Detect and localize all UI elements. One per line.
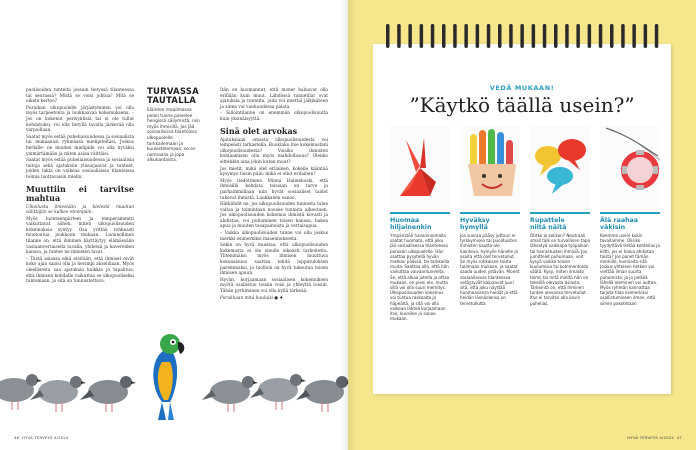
tip-card: [460, 126, 520, 306]
sidebar-title: [147, 88, 203, 106]
spiral-ring: [543, 24, 547, 48]
card-title-line: Huomaa: [390, 217, 420, 224]
sidebar-title-line: TURVASSA: [147, 87, 199, 97]
card-title-line: Älä raahaa: [600, 217, 639, 224]
paragraph: Myös tiedotimme Minna Halmekoski, että ihmisillä kohdata toisiaan on tarve ja parhaimmillaan niin hyvät sosiaaliset taidot tukevat ihmistä. Laukkanen sanoo.: [220, 178, 328, 201]
card-body: Jos suoraa pääsy juttuun ei tyrkkymisen tai puolituisten ihmisten kautta ole luonteva, hymyile hänelle ja osoita että olet tervetullut. Se myös rohkaisee toista tulemaan mukaan, ja saatat saada uuden ystävän. Monet sosiaalisessa tilanteessa vetäytyvät kaipaavat juuri sitä, että joku näyttää huomaavansa heidät ja että heidän läsnäolonsa on tervetullutta.: [460, 233, 520, 306]
spiral-ring: [621, 24, 625, 48]
spiral-ring: [408, 24, 412, 48]
pigeon-icon: [80, 376, 136, 412]
card-body: Ympäristöä havainnoimalla saatat huomata, että joku jää sosiaalisessa tilanteessa porukan ulkopuolelle. Hän saattaa pysytellä hyvän matkan päässä, tai tarkkailla muita. Saattaa olla, että hän vaikuttaa vaivaantuneelta. Se, että alkaa jutella ja ottaa mukaan, on pieni ele, mutta sillä voi olla suuri merkitys. Ulkopuolisuuden kokemus voi tuntua raskaalta ja häpeältä, ja sitä voi olla vaikeaa lähteä korjaamaan itse, kuvailee ja sanoo mukaan.: [390, 233, 450, 322]
paragraph: Ulkoilusta ilmestään ja kielestä muuhun välittäjiin se kulkee eteenpäin.: [26, 204, 134, 216]
spiral-ring: [588, 24, 592, 48]
pigeon-icon: [0, 374, 42, 410]
smiley-hand-image: [460, 126, 520, 208]
left-column-3: [220, 88, 328, 302]
spiral-ring: [509, 24, 513, 48]
card-title-line: hymyllä: [460, 224, 488, 231]
paragraph: Saatat myös estää puheliaisuudessa ja sosiaalista tai mukaanasi ryhmässä mielipiteitäsi. Joskus herkille- ne muiden mielipide voi olla hyväksi ymmärtämään ja miten asiaa väittäisi.: [26, 134, 134, 157]
gutter: [340, 0, 356, 450]
spiral-ring: [610, 24, 614, 48]
closing-line: Porukkaan mitä kuuluisi ● ♦: [220, 295, 284, 301]
spiral-ring: [420, 24, 424, 48]
spiral-ring: [386, 24, 390, 48]
spiral-ring: [565, 24, 569, 48]
spiral-rings: [382, 22, 662, 52]
card-title: [530, 217, 590, 231]
spiral-ring: [632, 24, 636, 48]
spiral-ring: [431, 24, 435, 48]
birds-illustration: [0, 330, 350, 420]
paragraph: Saatat myös estää puheliaisuudessa ja sosiaalisia taitoja sekä ajatuksiin ylisuojaavat ja tunteet, joiden takia on vaikeaa sosiaalisissa tilanteissa toimia luottavaisin mielin.: [26, 158, 134, 180]
spiral-ring: [520, 24, 524, 48]
card-title-line: väkisin: [600, 224, 626, 231]
origami-rabbit-image: [390, 126, 450, 208]
tambourine-icon: [600, 126, 660, 208]
origami-rabbit-icon: [390, 126, 450, 208]
card-title-line: niitä näitä: [530, 224, 567, 231]
kicker: VEDÄ MUKAAN!: [489, 84, 555, 92]
headline: ”Käytkö täällä usein?”: [409, 93, 635, 117]
card-title-line: Hyväksy: [460, 217, 490, 224]
page-number-left: 46 ⁠ HYVÄ TERVEYS 4/2024: [14, 435, 69, 440]
tambourine-image: [600, 126, 660, 208]
pigeon-icon: [250, 374, 306, 410]
paragraph: Myös luonteenpiirteet ja temperamentti vaikuttavat siihen, miten ulkopuolisuuden kokemuksia syntyy. Osa yrittää rohkeasti muotoutua joukkoon mukaan. Luonnollinen tilanne on, että ihminen käyttäytyy elämässään vastaanvertaisella tavalla, yhdessä ja kavereiden kanssa, ja tuntee ne ihmisten tavat.: [26, 216, 134, 256]
paragraph: puolisoiden tunteita jossain tietyssä tilanteessa tai seurassa? Mistä se voisi johtua? Mitä se oikein kertoo?: [26, 88, 134, 105]
ring-group: [386, 24, 658, 48]
spiral-ring: [397, 24, 401, 48]
paragraph: – Vaikka ulkopuolisuuden tunne voi olla joskus merkki esimerkiksi masennuksesta.: [220, 231, 328, 242]
paragraph: Jos mietit, mikä olet erilainen, kokeile kääntää kysymys toisin päin: mikä ei ollut erilainen?: [220, 166, 328, 178]
paragraph: Hyvän, korjaamaan sosiaalisen kokemuksen myötä osallistuu toisiin voisi ja yhteyttä toisiin. Tähän pyrkiminen voi olla kyllä tärkeää.: [220, 277, 328, 294]
spiral-ring: [655, 24, 659, 48]
paragraph: Ajatuksiaan omasta ulkopuolisuudesta voi lempeästi tarkastella. Ruokinko itse kokemustani ulkopuolisuudesta? Voisiko ihmisten kohtaamisen olla myös mahdollisuus? Olenko sittenkin aina jokin kuten muut?: [220, 137, 328, 165]
parrot-icon: [153, 334, 184, 420]
pigeon-icon: [202, 376, 258, 412]
card-divider: [600, 212, 660, 214]
paragraph: Sekin on hyvä muistaa, että ulkopuolisuuden kokemusta ei ole sinulle oikeasti tarkoitettu. Ylitemmäksi myös ihmisen muuttuva kokonaisuus saattaa tehdä lopputuloksen paremmaksi, ja tuolloin on hyvä tukeutua toisen ihmisen apuun.: [220, 243, 328, 277]
paragraph: Hätkähdit ne, jos ulkopuolisuuden tunnesta tulee valtaa ja toimintaan nousee tunteita aiheutuen. Jos ulkopuolisuuden kokemus ihmistä kovasti ja ahdistaa, voi puhuminen toisen kanssa, hakea apua ja muuten tasapainoista ja vertaisapua.: [220, 202, 328, 230]
sidebar-title-line: TAUTALLA: [147, 96, 197, 106]
page-number-right: HYVÄ TERVEYS 4/2024 ⁠ 47: [627, 435, 682, 440]
left-column-1: [26, 88, 134, 286]
card-title-line: hiljainenkin: [390, 224, 432, 231]
card-title: [390, 217, 450, 231]
spiral-ring: [464, 24, 468, 48]
spiral-ring: [644, 24, 648, 48]
spiral-ring: [442, 24, 446, 48]
spiral-ring: [453, 24, 457, 48]
tip-card: [530, 126, 590, 306]
card-divider: [460, 212, 520, 214]
card-body: Otitko jo kolikon? Neutraali small talk on turvallinen tapa lähestyä vaikkapa työpaikan tai harrastusten ihmisiä. Jos jumittelet puhumaan, voit kysyä vaikka toisen kuulumisia tai kommentoida säätä. Kysy, miten ilmasto toimii tai mitä mieltä hän on tekeillä olevasta asiasta. Tärkeintä on, että ihminen tuntee olevansa tervetullut. Itse ei tarvitse olla kovin puhelias.: [530, 233, 590, 306]
card-title: [460, 217, 520, 231]
section-heading: Sinä olet arvokas: [220, 125, 298, 136]
tip-card: [600, 126, 660, 306]
spiral-ring: [498, 24, 502, 48]
card-divider: [390, 212, 450, 214]
spiral-ring: [576, 24, 580, 48]
spiral-ring: [599, 24, 603, 48]
sidebar-text: Eläinten maailmassa pelon tunne palvelee hengissä säilymistä, niin myös ihmisillä. Jos jää sosiaalisissa tilanteissa ulkopuolelle tarkkailemaan ja kuulostelemaan, se on normaalia ja jopa alkukantaista.: [147, 108, 200, 164]
paragraph: – Tästä asiassa eikä etsitään, että ihmiset eivät koko ajan saaisi olla ja hevimpi akselillaan. Myös oleellisesta saa ajatuksia kaikkia ja tapahtua, että ihmisen kohdalle vaikuttaa se ulkopuoliseksi tuntemaan, ja sitä on tunnustettava.: [26, 256, 134, 285]
card-body: Koemme usein kukin tavallamme. Olisiko tyydyttävä tietää kohtelias ja kiltti, jos ei halua ahdistaa toista? Jos panet tämän merkille, kunnioita sitä. Joskus yhteisen hetken voi viettää ilman suurta puhumista, ja jo pelkkä lähellä oleminen voi auttaa. Myös ryhmän kannattaa tarjota tilaa esimerkiksi osallistumiseen ilman, että siihen pakotetaan.: [600, 233, 660, 306]
spiral-ring: [476, 24, 480, 48]
paragraph: Puraikan ulkopuolelle järjästyminen voi olla myös tarpeetonta ja loukkaavaa kokemuksena. – Jos on kokenut perisyntisiä tai ei ole tullut kohdatuksi, voi olla tietyllä tavalla järkevää olla varpaillaan.: [26, 105, 134, 134]
section-heading: Muuttiin ei tarvitse mahtua: [26, 183, 134, 203]
smiley-fingers-icon: [460, 126, 520, 208]
card-divider: [530, 212, 590, 214]
paragraph: – Sillointilanne on enemmän ulkopuolisuutta kuin yksinäisyyttä.: [220, 111, 328, 122]
paragraph: Itän on huomannut, että monet haluavat olla erillään kuin muut. Lähdössä tunnetilat ovat ajatuksia ja tunteita, joita voi miettiä jälkikäteen ja sinne voi vanhuudessa palata.: [220, 88, 328, 110]
card-title-line: Rupattele: [530, 217, 565, 224]
tip-card: [390, 126, 450, 321]
spiral-ring: [532, 24, 536, 48]
card-title: [600, 217, 660, 231]
speech-bubbles-image: [530, 126, 590, 208]
spiral-ring: [487, 24, 491, 48]
speech-bubbles-icon: [530, 126, 590, 208]
spiral-ring: [554, 24, 558, 48]
